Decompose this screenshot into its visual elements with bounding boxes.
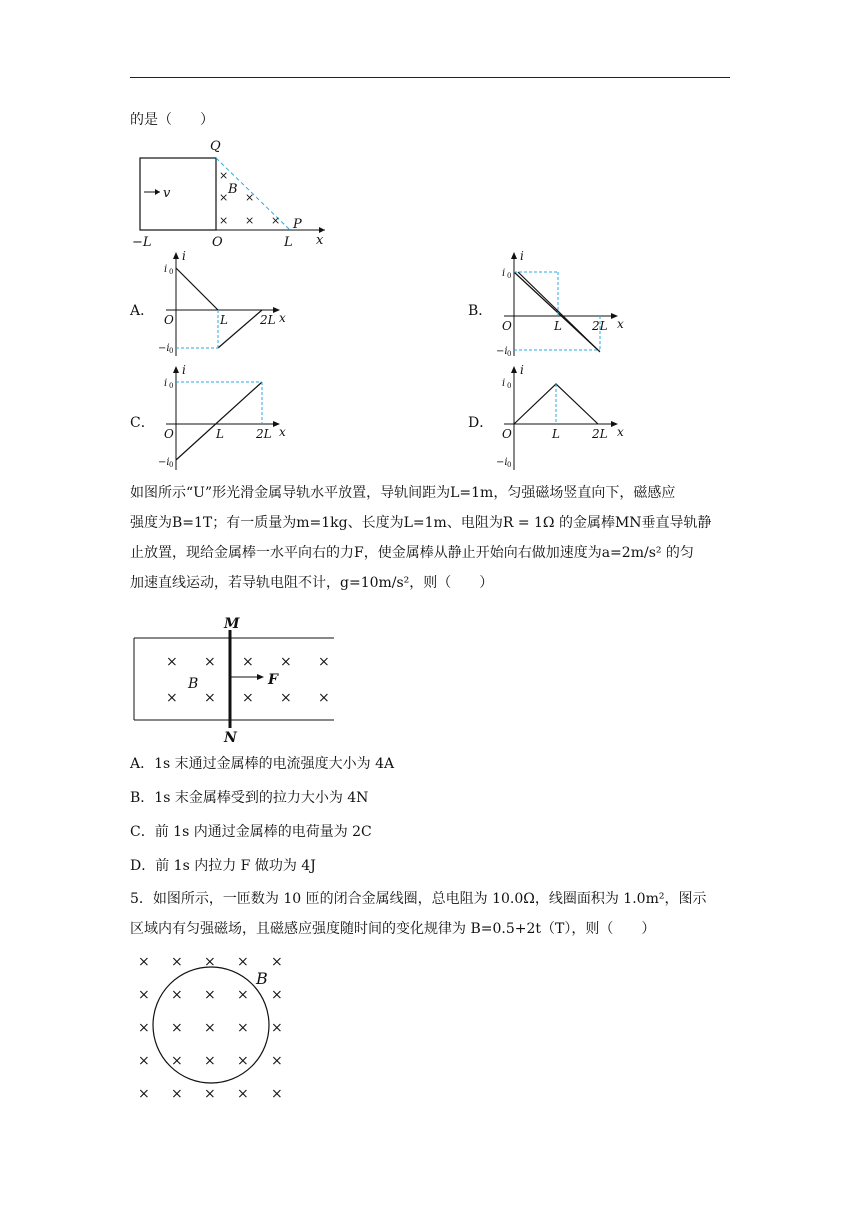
q5-stem-line-2: 区域内有匀强磁场，且磁感应强度随时间的变化规律为 B=0.5+2t（T），则（ ） bbox=[130, 921, 656, 937]
graph-c-x-label: x bbox=[279, 425, 286, 439]
q4-stem-line-1: 如图所示“U”形光滑金属导轨水平放置，导轨间距为L=1m，匀强磁场竖直向下，磁感应 bbox=[130, 485, 676, 501]
q5-stem bbox=[130, 884, 736, 944]
graph-b-neg-i0-label: −i bbox=[496, 346, 508, 357]
graph-a-neg-i0-sub: 0 bbox=[169, 347, 174, 355]
graph-d-L-label: L bbox=[552, 427, 560, 441]
svg-text:×: × bbox=[271, 987, 283, 1003]
svg-text:×: × bbox=[219, 214, 229, 227]
graph-c-L-label: L bbox=[216, 427, 224, 441]
q4-B-label: B bbox=[188, 676, 199, 692]
q3-neg-L-label: −L bbox=[132, 235, 152, 250]
q4-N-label: N bbox=[224, 730, 237, 746]
svg-text:×: × bbox=[171, 1086, 183, 1102]
q3-B-label: B bbox=[228, 182, 238, 197]
graph-b-2L-label: 2L bbox=[592, 319, 608, 333]
graph-b-x-label: x bbox=[617, 317, 624, 331]
graph-d-i0-label: i bbox=[502, 378, 506, 389]
header-rule bbox=[130, 77, 730, 78]
q5-B-label: B bbox=[256, 969, 268, 988]
q3-L-label: L bbox=[284, 235, 293, 250]
svg-text:×: × bbox=[171, 954, 183, 970]
graph-a-O-label: O bbox=[164, 313, 174, 327]
graph-d-2L-label: 2L bbox=[592, 427, 608, 441]
q4-option-d[interactable]: D．前 1s 内拉力 F 做功为 4J bbox=[130, 858, 316, 874]
q4-stem-line-2: 强度为B=1T；有一质量为m=1kg、长度为L=1m、电阻为R = 1Ω 的金属棒MN垂直导轨静 bbox=[130, 515, 712, 531]
q4-stem bbox=[130, 478, 736, 598]
svg-text:×: × bbox=[171, 1020, 183, 1036]
q4-stem-line-4: 加速直线运动，若导轨电阻不计，g=10m/s²，则（ ） bbox=[130, 575, 494, 591]
graph-a-i0-label: i bbox=[164, 264, 168, 275]
svg-text:×: × bbox=[318, 654, 330, 670]
svg-text:×: × bbox=[271, 1020, 283, 1036]
graph-d-neg-i0-label: −i bbox=[496, 457, 508, 468]
graph-a-neg-i0-label: −i bbox=[158, 343, 170, 354]
graph-c-i0-sub: 0 bbox=[169, 382, 174, 390]
q3-option-c-graph[interactable] bbox=[156, 364, 286, 474]
graph-c-neg-i0-sub: 0 bbox=[169, 461, 174, 469]
q3-option-a-graph[interactable] bbox=[156, 250, 286, 360]
graph-b-i-label: i bbox=[520, 249, 524, 263]
graph-b-L-label: L bbox=[554, 319, 562, 333]
q4-option-c[interactable]: C．前 1s 内通过金属棒的电荷量为 2C bbox=[130, 824, 372, 840]
graph-c-O-label: O bbox=[164, 427, 174, 441]
q3-option-b-graph[interactable] bbox=[494, 250, 624, 360]
svg-text:×: × bbox=[237, 987, 249, 1003]
q3-Q-label: Q bbox=[210, 139, 221, 154]
svg-text:×: × bbox=[271, 954, 283, 970]
q3-v-label: v bbox=[163, 186, 171, 201]
q3-option-c-letter[interactable]: C． bbox=[130, 415, 155, 431]
svg-text:×: × bbox=[204, 954, 216, 970]
svg-text:×: × bbox=[138, 1086, 150, 1102]
graph-d-neg-i0-sub: 0 bbox=[507, 461, 512, 469]
svg-text:×: × bbox=[245, 214, 255, 227]
svg-text:×: × bbox=[204, 690, 216, 706]
svg-text:×: × bbox=[138, 987, 150, 1003]
graph-c-neg-i0-label: −i bbox=[158, 457, 170, 468]
q3-x-label: x bbox=[316, 233, 324, 248]
svg-text:×: × bbox=[138, 1053, 150, 1069]
svg-text:×: × bbox=[204, 1020, 216, 1036]
q4-M-label: M bbox=[224, 616, 240, 632]
svg-text:×: × bbox=[204, 654, 216, 670]
svg-text:×: × bbox=[237, 1053, 249, 1069]
svg-text:×: × bbox=[271, 1053, 283, 1069]
q3-stem-tail: 的是（ ） bbox=[130, 112, 214, 128]
svg-text:×: × bbox=[280, 654, 292, 670]
q3-option-d-graph[interactable] bbox=[494, 364, 624, 474]
q3-P-label: P bbox=[293, 217, 302, 232]
graph-d-x-label: x bbox=[617, 425, 624, 439]
graph-b-O-label: O bbox=[502, 319, 512, 333]
graph-d-i-label: i bbox=[520, 363, 524, 377]
svg-text:×: × bbox=[237, 1086, 249, 1102]
q3-field-crosses bbox=[219, 169, 280, 227]
svg-text:×: × bbox=[242, 654, 254, 670]
svg-text:×: × bbox=[204, 987, 216, 1003]
graph-a-x-label: x bbox=[279, 311, 286, 325]
q5-figure bbox=[134, 946, 294, 1106]
svg-text:×: × bbox=[204, 1086, 216, 1102]
q3-O-label: O bbox=[212, 235, 223, 250]
svg-text:×: × bbox=[171, 987, 183, 1003]
graph-b-i0-label: i bbox=[502, 268, 506, 279]
q4-figure bbox=[130, 612, 350, 746]
graph-a-i-label: i bbox=[182, 249, 186, 263]
svg-text:×: × bbox=[318, 690, 330, 706]
graph-a-L-label: L bbox=[220, 313, 228, 327]
graph-b-i0-sub: 0 bbox=[507, 272, 512, 280]
svg-text:×: × bbox=[271, 214, 281, 227]
svg-text:×: × bbox=[166, 654, 178, 670]
svg-text:×: × bbox=[219, 191, 229, 204]
q4-option-a[interactable]: A．1s 末通过金属棒的电流强度大小为 4A bbox=[130, 756, 395, 772]
q3-option-a-letter[interactable]: A． bbox=[130, 303, 155, 319]
svg-text:×: × bbox=[138, 954, 150, 970]
q5-stem-line-1: 5．如图所示，一匝数为 10 匝的闭合金属线圈，总电阻为 10.0Ω，线圈面积为 1.0m²，图示 bbox=[130, 891, 707, 907]
svg-text:×: × bbox=[219, 169, 229, 182]
svg-text:×: × bbox=[245, 191, 255, 204]
graph-c-2L-label: 2L bbox=[256, 427, 272, 441]
q3-figure bbox=[130, 136, 340, 250]
svg-text:×: × bbox=[204, 1053, 216, 1069]
svg-text:×: × bbox=[171, 1053, 183, 1069]
graph-a-2L-label: 2L bbox=[260, 313, 276, 327]
svg-text:×: × bbox=[271, 1086, 283, 1102]
svg-text:×: × bbox=[138, 1020, 150, 1036]
graph-d-O-label: O bbox=[502, 427, 512, 441]
graph-b-neg-i0-sub: 0 bbox=[507, 350, 512, 358]
svg-text:×: × bbox=[242, 690, 254, 706]
graph-c-i0-label: i bbox=[164, 378, 168, 389]
q3-option-d-letter[interactable]: D． bbox=[468, 415, 494, 431]
svg-text:×: × bbox=[280, 690, 292, 706]
graph-d-i0-sub: 0 bbox=[507, 382, 512, 390]
graph-a-i0-sub: 0 bbox=[169, 268, 174, 276]
svg-text:×: × bbox=[237, 954, 249, 970]
q4-F-label: F bbox=[268, 672, 278, 688]
q4-option-b[interactable]: B．1s 末金属棒受到的拉力大小为 4N bbox=[130, 790, 369, 806]
graph-c-i-label: i bbox=[182, 363, 186, 377]
svg-text:×: × bbox=[166, 690, 178, 706]
q3-option-b-letter[interactable]: B． bbox=[468, 303, 493, 319]
q4-stem-line-3: 止放置，现给金属棒一水平向右的力F，使金属棒从静止开始向右做加速度为a=2m/s² 的匀 bbox=[130, 545, 694, 561]
svg-text:×: × bbox=[237, 1020, 249, 1036]
